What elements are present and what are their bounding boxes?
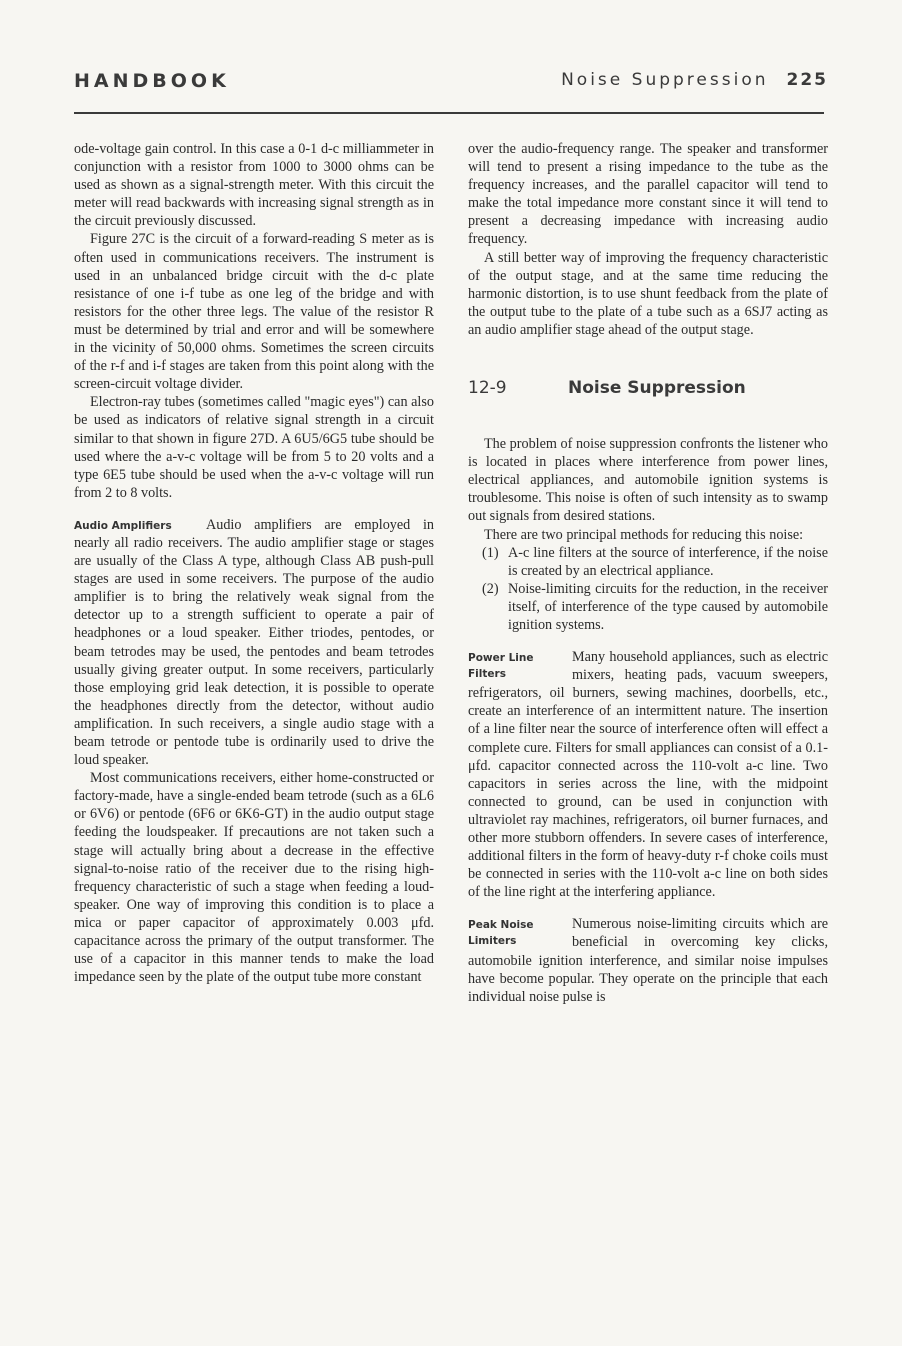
paragraph: There are two principal methods for reducing this noise: xyxy=(484,526,804,543)
right-column xyxy=(468,140,828,1006)
side-heading xyxy=(468,915,572,949)
paragraph: Audio amplifiers are employed in nearly all radio receivers. The audio amplifier stage or stages are usually of the Class A type, although Class AB push-pull stages are used in some receivers. The purpose of the audio amplifier is to bring the relatively weak signal from the detector up to a strength sufficient to operate a pair of headphones or a loud speaker. Either triodes, pentodes, or beam tetrodes may be used, the pentodes and beam tetrodes usually giving greater output. In some receivers, particularly those employing grid leak detection, it is possible to operate the headphones directly from the detector, without audio amplification. In such receivers, a single audio stage with a beam tetrode or pentode tube is ordinarily used to drive the loud speaker. xyxy=(74,516,434,769)
section-heading xyxy=(468,379,828,405)
paragraph: over the audio-frequency range. The speaker and transformer will tend to present a rising impedance to the tube as the frequency increases, and the parallel capacitor will tend to make the total impedance more constant since it will tend to present a decreasing impedance with increasing audio frequency. xyxy=(468,141,828,248)
chapter-title-text: Noise Suppression xyxy=(561,70,769,90)
list-number: (1) xyxy=(482,544,499,561)
section-title: Noise Suppression xyxy=(568,378,746,399)
paragraph: The problem of noise suppression confronts the listener who is located in places where interference from power lines, electrical appliances, and automobile ignition systems is troublesome. This noise is often of such intensity as to swamp out signals from desired stations. xyxy=(468,436,828,525)
paragraph: ode-voltage gain control. In this case a 0-1 d-c milliammeter in conjunction with a resistor from 1000 to 3000 ohms can be used as shown as a signal-strength meter. With this circuit the meter will read backwards with increasing signal strength as in the circuit previously discussed. xyxy=(74,141,434,230)
page-number: 225 xyxy=(786,70,828,90)
paragraph: Numerous noise-limiting circuits which are beneficial in overcoming key clicks, automobile ignition interference, and similar noise impulses have become popular. They operate on the principle that each individual noise pulse is xyxy=(468,916,828,1005)
peak-noise-limiters-section xyxy=(468,915,828,1005)
side-heading: Audio Amplifiers xyxy=(74,519,172,532)
paragraph: Electron-ray tubes (sometimes called "magic eyes") can also be used as indicators of relative signal strength in a circuit similar to that shown in figure 27D. A 6U5/6G5 tube should be used where the a-v-c voltage will be from 5 to 20 volts and a type 6E5 tube should be used when the a-v-c voltage will run from 2 to 8 volts. xyxy=(74,394,434,501)
running-head: HANDBOOK xyxy=(74,70,230,92)
paragraph: Many household appliances, such as electric mixers, heating pads, vacuum sweepers, refrigerators, oil burners, sewing machines, doorbells, etc., create an interference of an intermittent nature. The insertion of a line filter near the source of interference often will effect a complete cure. Filters for small appliances can consist of a 0.1-μfd. capacitor connected across the 110-volt a-c line. Two capacitors in series across the line, with the midpoint connected to ground, can be used in conjunction with ultraviolet ray machines, refrigerators, oil burner furnaces, and other more stubborn offenders. In severe cases of interference, additional filters in the form of heavy-duty r-f choke coils must be connected in series with the 110-volt a-c line on both sides of the line right at the interfering appliance. xyxy=(468,649,828,901)
header-rule xyxy=(74,112,824,114)
side-heading-line: Peak Noise xyxy=(468,919,534,932)
paragraph: A still better way of improving the frequency characteristic of the output stage, and at the same time reducing the harmonic distortion, is to use shunt feedback from the plate of the output tube to the plate of a tube such as a 6SJ7 acting as an audio amplifier stage ahead of the output stage. xyxy=(468,249,828,338)
list-item xyxy=(468,544,828,580)
paragraph: Most communications receivers, either home-constructed or factory-made, have a single-ended beam tetrode (such as a 6L6 or 6V6) or pentode (6F6 or 6K6-GT) in the audio output stage feeding the loudspeaker. If precautions are not taken such a stage will actually bring about a decrease in the effective signal-to-noise ratio of the receiver due to the rising high-frequency characteristic of such a stage when feeding a loud-speaker. One way of improving this condition is to place a mica or paper capacitor of approximately 0.003 μfd. capacitance across the primary of the output transformer. The use of a capacitor in this manner tends to make the load impedance seen by the plate of the output tube more constant xyxy=(74,770,434,986)
methods-list xyxy=(468,544,828,634)
side-heading xyxy=(468,648,572,682)
audio-amplifiers-section xyxy=(74,516,434,769)
paragraph: Figure 27C is the circuit of a forward-reading S meter as is often used in communications receivers. The instrument is used in an unbalanced bridge circuit with the d-c plate resistance of one i-f tube as one leg of the bridge and with resistors for the other three legs. The value of the resistor R must be determined by trial and error and will be somewhere in the vicinity of 50,000 ohms. Sometimes the screen circuits of the r-f and i-f stages are taken from this point along with the screen-circuit voltage divider. xyxy=(74,231,434,393)
list-text: A-c line filters at the source of interference, if the noise is created by an electrical appliance. xyxy=(508,544,828,579)
page-header xyxy=(74,70,828,104)
side-heading-line: Filters xyxy=(468,668,506,681)
left-column xyxy=(74,140,434,986)
power-line-filters-section xyxy=(468,648,828,901)
side-heading-line: Power Line xyxy=(468,652,534,665)
section-number: 12-9 xyxy=(468,378,507,399)
list-text: Noise-limiting circuits for the reduction, in the receiver itself, of interference of the type caused by automobile ignition systems. xyxy=(508,580,828,633)
side-heading-line: Limiters xyxy=(468,935,517,948)
list-item xyxy=(468,580,828,634)
list-number: (2) xyxy=(482,580,499,597)
chapter-title xyxy=(561,70,828,90)
